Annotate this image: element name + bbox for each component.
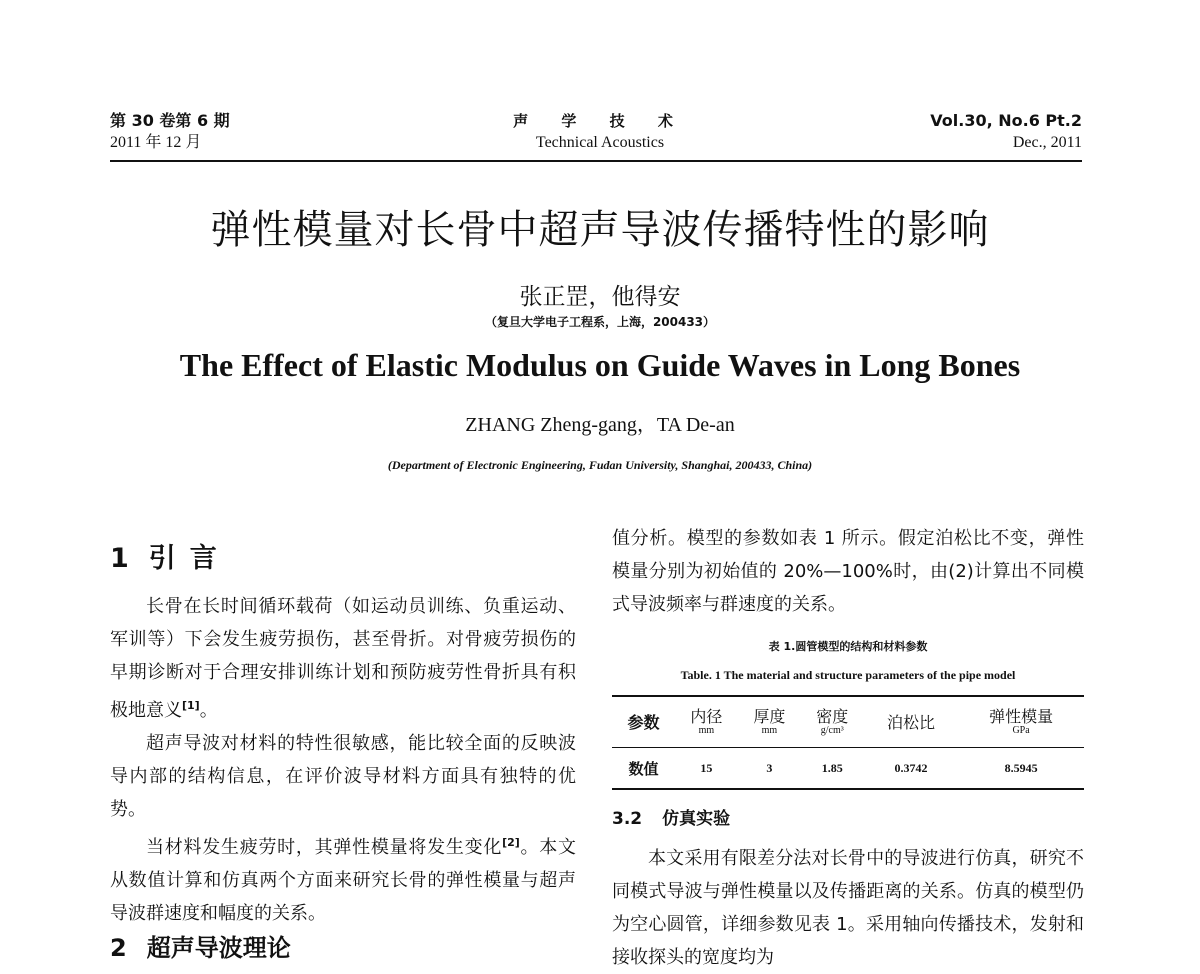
header-label: 参数: [627, 712, 660, 732]
header-label: 厚度: [753, 706, 786, 726]
table-header-cell: [612, 696, 675, 748]
section-1-title: 引言: [148, 543, 231, 574]
intro-paragraph-3-text-a: 当材料发生疲劳时，其弹性模量将发生变化: [146, 837, 503, 858]
table-header-cell: [801, 696, 864, 748]
affiliation-cn: （复旦大学电子工程系，上海，200433）: [484, 315, 716, 329]
table-header-row: [612, 696, 1084, 748]
intro-paragraph-3: [110, 826, 576, 930]
table-cell-poisson-ratio: 0.3742: [864, 748, 958, 790]
table-row: [612, 748, 1084, 790]
citation-1: [1]: [182, 699, 200, 712]
section-2-heading: [110, 928, 576, 963]
table-cell-density: 1.85: [801, 748, 864, 790]
table-header-cell: [675, 696, 738, 748]
header-label: 弹性模量: [989, 706, 1054, 726]
citation-2: [2]: [502, 836, 520, 849]
table-caption-cn: 表 1.圆管模型的结构和材料参数: [768, 640, 928, 653]
affiliation-en: (Department of Electronic Engineering, Fudan University, Shanghai, 200433, China): [387, 458, 813, 472]
header-unit: mm: [698, 724, 715, 736]
intro-paragraph-1-text: 长骨在长时间循环载荷（如运动员训练、负重运动、军训等）下会发生疲劳损伤，甚至骨折。对骨疲劳损伤的早期诊断对于合理安排训练计划和预防疲劳性骨折具有积极地意义: [110, 596, 576, 721]
paper-title-en: The Effect of Elastic Modulus on Guide Waves in Long Bones: [179, 347, 1021, 383]
intro-paragraph-1: [110, 590, 576, 727]
parameter-table: [612, 695, 1084, 790]
journal-volume-en: [930, 110, 1082, 154]
table-header-cell: [738, 696, 801, 748]
simulation-paragraph: 本文采用有限差分法对长骨中的导波进行仿真，研究不同模式导波与弹性模量以及传播距离的关系。仿真的模型仍为空心圆管，详细参数见表 1。采用轴向传播技术，发射和接收探头的宽度均为: [612, 848, 1084, 968]
section-1-number: 1: [110, 543, 129, 574]
journal-name-en: Technical Acoustics: [535, 134, 665, 151]
header-label: 密度: [816, 706, 849, 726]
intro-paragraph-2: 超声导波对材料的特性很敏感，能比较全面的反映波导内部的结构信息，在评价波导材料方面具有独特的优势。: [110, 733, 576, 820]
header-label: 内径: [690, 706, 723, 726]
intro-paragraph-3-text-b: 。本文从数值计算和仿真两个方面来研究长骨的弹性模量与超声导波群速度和幅度的关系。: [110, 837, 577, 924]
section-1-heading: [110, 536, 576, 575]
section-3-2-number: 3.2: [612, 809, 643, 829]
authors-en: ZHANG Zheng-gang，TA De-an: [465, 414, 735, 436]
table-row-label: 数值: [612, 748, 675, 790]
header-label: 泊松比: [886, 712, 935, 732]
intro-paragraph-1-end: 。: [199, 700, 218, 721]
header-unit: mm: [761, 724, 778, 736]
section-2-number: 2: [110, 934, 127, 962]
table-caption-en: Table. 1 The material and structure parameters of the pipe model: [680, 668, 1016, 682]
parameter-table-grid: [612, 695, 1084, 790]
paper-title-cn: 弹性模量对长骨中超声导波传播特性的影响: [210, 207, 990, 253]
table-cell-inner-diameter: 15: [675, 748, 738, 790]
section-3-2-heading: [612, 804, 1084, 829]
publication-date-en: Dec., 2011: [1012, 134, 1082, 151]
volume-en-text: Vol.30, No.6 Pt.2: [930, 111, 1082, 130]
header-unit: g/cm³: [820, 724, 844, 736]
header-rule: [110, 160, 1082, 162]
journal-name-cn: 声 学 技 术: [513, 112, 687, 130]
section-3-2-title: 仿真实验: [662, 809, 731, 829]
table-header-cell: [864, 696, 958, 748]
table-cell-thickness: 3: [738, 748, 801, 790]
section-2-title: 超声导波理论: [146, 934, 291, 962]
publication-date-cn: 2011 年 12 月: [110, 134, 202, 151]
volume-issue-text: 第 30 卷第 6 期: [110, 111, 230, 130]
right-column-intro: 值分析。模型的参数如表 1 所示。假定泊松比不变，弹性模量分别为初始值的 20%—100%时，由(2)计算出不同模式导波频率与群速度的关系。: [612, 528, 1084, 615]
table-header-cell: [958, 696, 1084, 748]
header-unit: GPa: [1012, 724, 1030, 736]
table-cell-elastic-modulus: 8.5945: [958, 748, 1084, 790]
section-1-body: [110, 590, 576, 930]
authors-cn: 张正罡，他得安: [519, 284, 681, 310]
